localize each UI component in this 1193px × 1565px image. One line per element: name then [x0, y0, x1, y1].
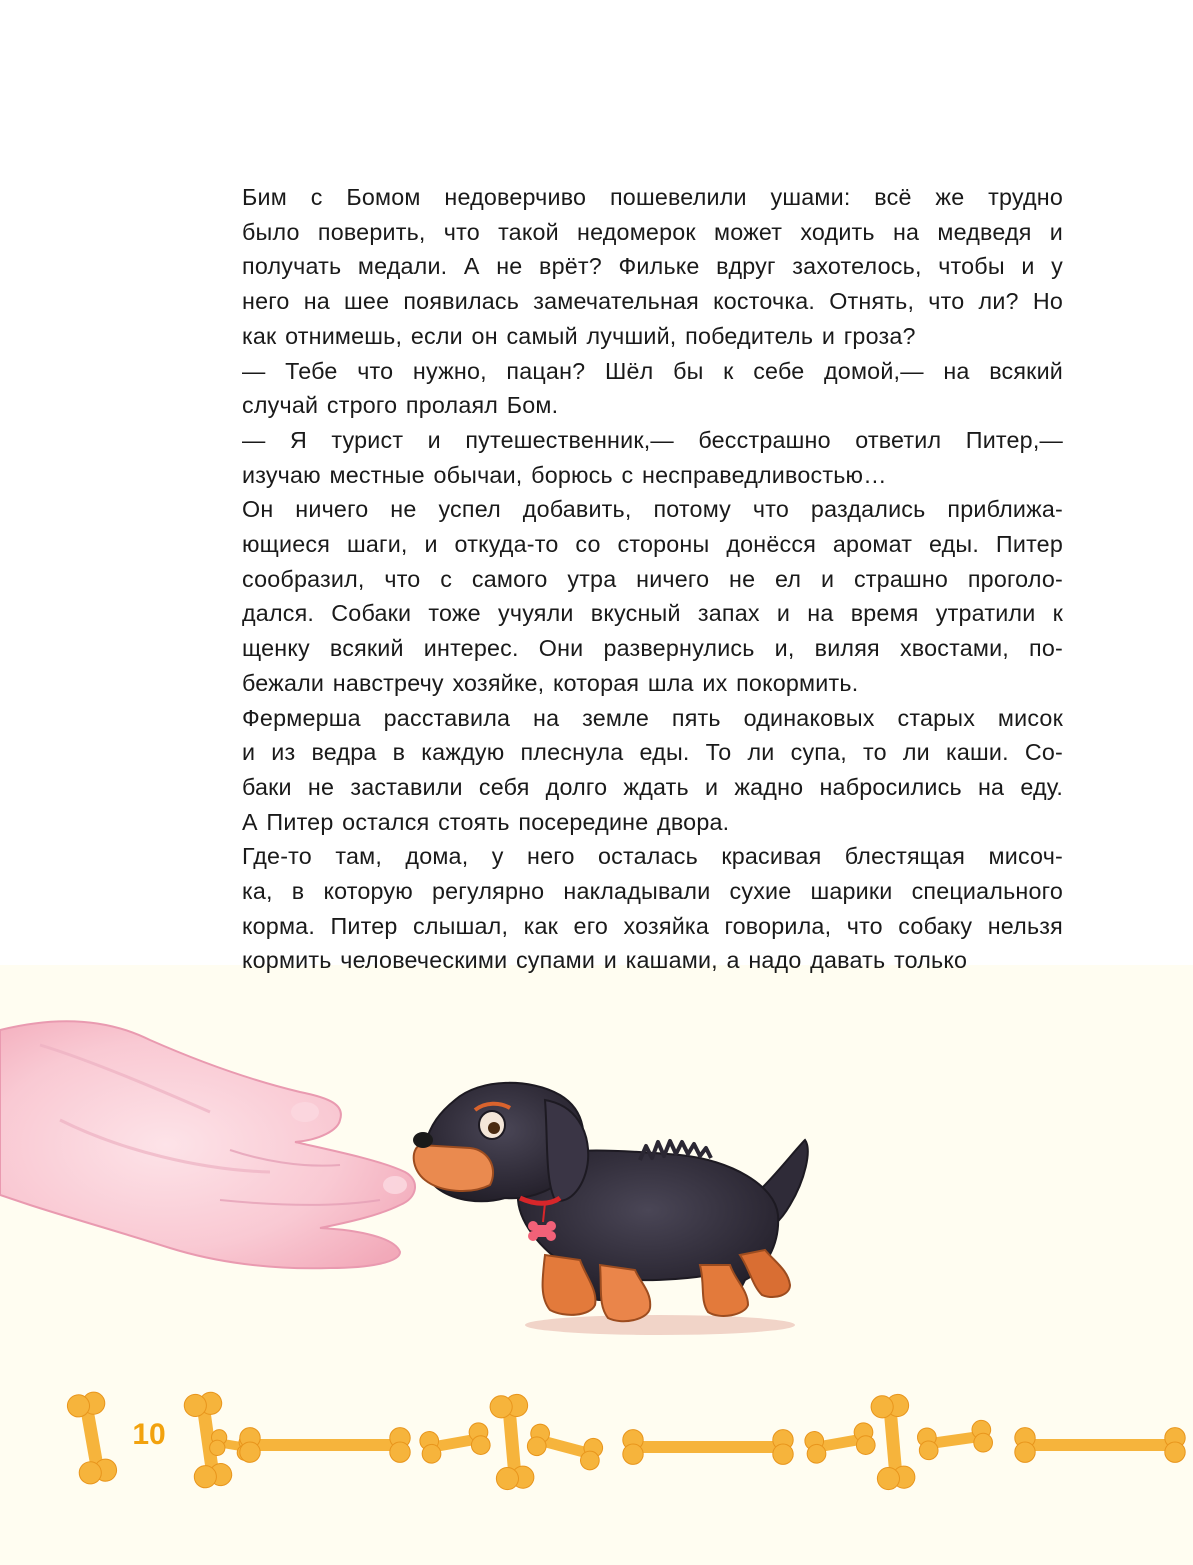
text-line: было поверить, что такой недомерок может ходить на медведя и — [242, 218, 1063, 245]
bone-icon — [525, 1422, 604, 1472]
text-line: как отнимешь, если он самый лучший, победитель и гроза? — [242, 322, 916, 349]
text-line: бежали навстречу хозяйке, которая шла их покормить. — [242, 669, 859, 696]
text-line: корма. Питер слышал, как его хозяйка говорила, что собаку нельзя — [242, 912, 1063, 939]
puppy-illustration — [413, 1083, 808, 1335]
bone-border — [0, 1390, 1193, 1500]
paragraph — [189, 354, 1063, 423]
text-line: изучаю местные обычаи, борюсь с несправедливостью… — [242, 461, 887, 488]
paragraph — [189, 492, 1063, 700]
hand-illustration — [0, 1021, 415, 1268]
bone-long-icon — [1015, 1428, 1185, 1463]
text-line: щенку всякий интерес. Они развернулись и, виляя хвостами, по- — [242, 635, 1063, 662]
text-line: и из ведра в каждую плеснула еды. То ли супа, то ли каши. Со- — [242, 739, 1063, 766]
text-line: баки не заставили себя долго ждать и жадно набросились на еду. — [242, 773, 1063, 800]
paragraph — [189, 423, 1063, 492]
text-line: Где-то там, дома, у него осталась красивая блестящая мисоч- — [242, 843, 1063, 870]
bone-icon — [916, 1419, 993, 1461]
text-line: ка, в которую регулярно накладывали сухие шарики специального — [242, 878, 1063, 905]
text-line: него на шее появилась замечательная косточка. Отнять, что ли? Но — [242, 288, 1063, 315]
text-line: Фермерша расставила на земле пять одинаковых старых мисок — [242, 704, 1063, 731]
bone-icon — [870, 1393, 916, 1490]
illustration — [0, 995, 1193, 1355]
text-line: — Я турист и путешественник,— бесстрашно ответил Питер,— — [242, 426, 1063, 453]
paragraph — [189, 180, 1063, 354]
bone-icon — [418, 1421, 491, 1464]
page-number: 10 — [132, 1418, 166, 1451]
text-line: получать медали. А не врёт? Фильке вдруг захотелось, чтобы и у — [242, 253, 1063, 280]
text-line: Бим с Бомом недоверчиво пошевелили ушами: всё же трудно — [242, 184, 1063, 210]
text-line: — Тебе что нужно, пацан? Шёл бы к себе домой,— на всякий — [242, 357, 1063, 384]
text-line: ющиеся шаги, и откуда-то со стороны донёсся аромат еды. Питер — [242, 531, 1063, 558]
bone-icon — [803, 1421, 876, 1464]
bone-long-icon — [240, 1428, 410, 1463]
text-line: случай строго пролаял Бом. — [242, 392, 559, 419]
text-line: кормить человеческими супами и кашами, а надо давать только — [242, 947, 968, 974]
paragraph — [189, 839, 1063, 978]
text-line: А Питер остался стоять посередине двора. — [242, 808, 730, 835]
text-line: сообразил, что с самого утра ничего не ел и страшно проголо- — [242, 565, 1063, 592]
bone-long-icon — [623, 1430, 793, 1465]
paragraph — [189, 701, 1063, 840]
text-line: дался. Собаки тоже учуяли вкусный запах и на время утратили к — [242, 600, 1063, 627]
text-line: Он ничего не успел добавить, потому что раздались приближа- — [242, 496, 1063, 523]
bone-icon — [66, 1390, 119, 1485]
story-text — [189, 180, 1063, 978]
